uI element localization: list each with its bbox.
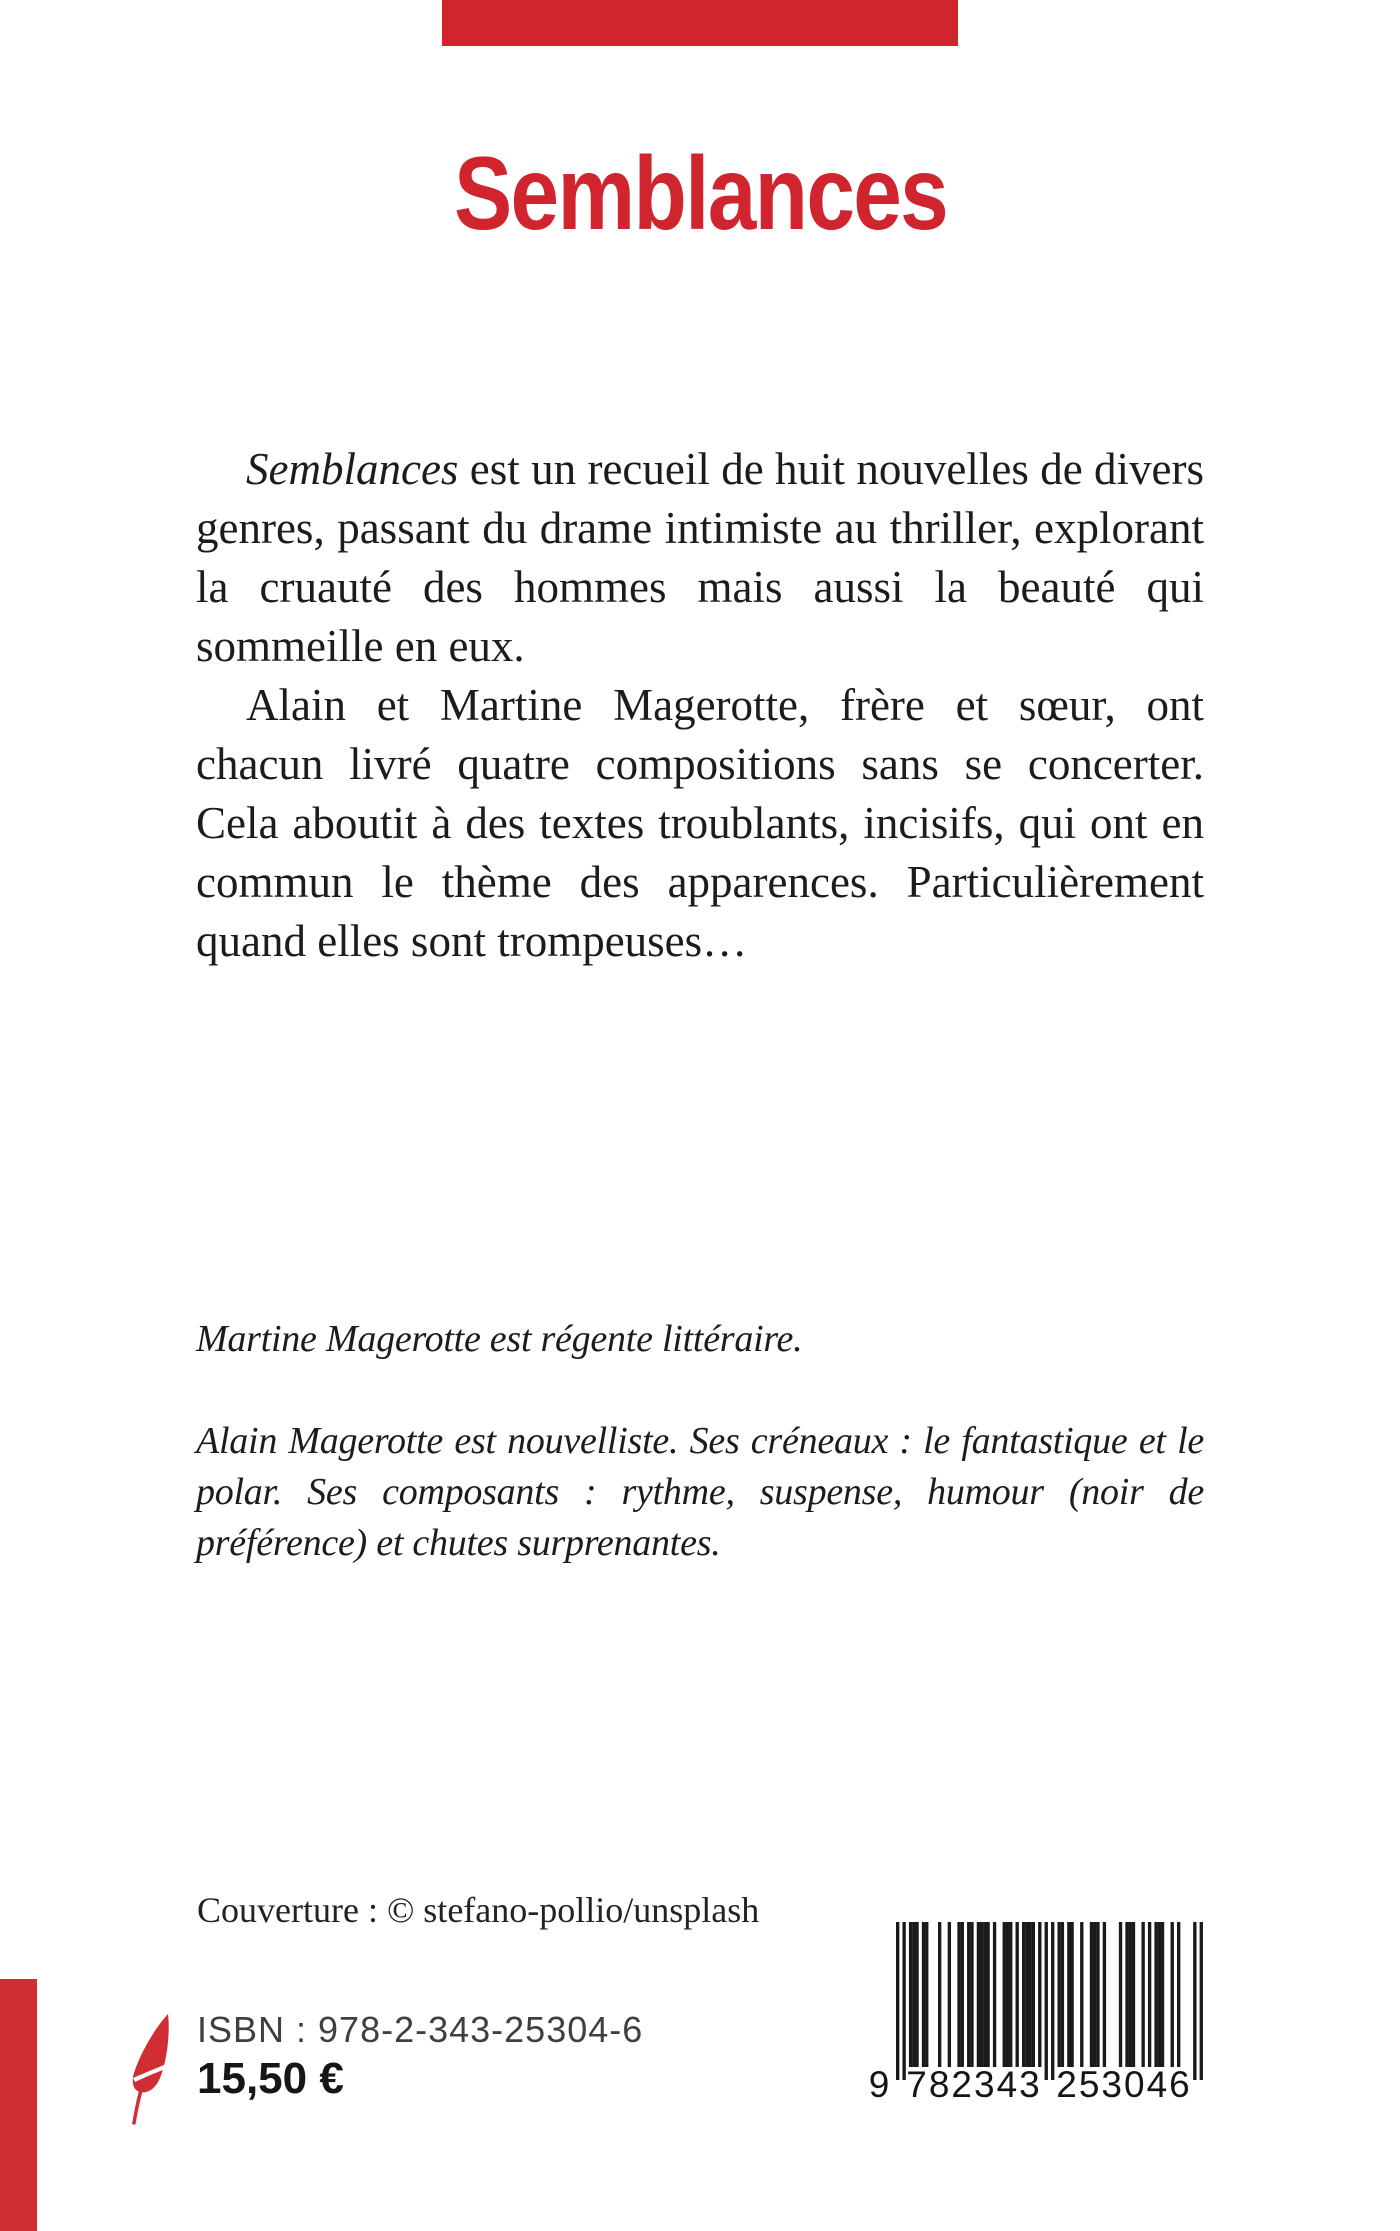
barcode-bars (866, 1922, 1206, 2102)
barcode-left-group: 782343 (906, 2064, 1042, 2102)
barcode-right-group: 253046 (1056, 2064, 1192, 2102)
barcode-left-digit: 9 (868, 2064, 892, 2102)
synopsis (196, 440, 1204, 971)
top-red-bar (442, 0, 958, 46)
feather-stem (134, 2090, 141, 2123)
cover-credit: Couverture : © stefano-pollio/unsplash (197, 1890, 760, 1930)
synopsis-paragraph-1-text: est un recueil de huit nouvelles de divers genres, passant du drame intimiste au thriller, explorant la cruauté des hommes mais aussi la beauté qui sommeille en eux. (196, 444, 1204, 671)
feather-quill-icon (126, 2010, 180, 2128)
spine-red-stripe (0, 1979, 37, 2231)
feather-vane (133, 2014, 169, 2092)
bio-martine: Martine Magerotte est régente littéraire. (196, 1318, 803, 1360)
page-title (0, 136, 1400, 270)
isbn-text: ISBN : 978-2-343-25304-6 (197, 2009, 644, 2050)
synopsis-title-mention: Semblances (246, 444, 459, 494)
book-title: Semblances (453, 136, 947, 252)
bio-alain: Alain Magerotte est nouvelliste. Ses créneaux : le fantastique et le polar. Ses composants : rythme, suspense, humour (noir de préférence) et chutes surprenantes. (196, 1420, 1204, 1564)
price-text: 15,50 € (197, 2054, 344, 2103)
ean13-barcode (866, 1922, 1206, 2102)
synopsis-paragraph-1 (196, 440, 1204, 676)
author-bios (196, 1314, 1204, 1569)
synopsis-paragraph-2: Alain et Martine Magerotte, frère et sœur, ont chacun livré quatre compositions sans se concerter. Cela aboutit à des textes troublants, incisifs, qui ont en commun le thème des apparences. Particulièrement quand elles sont trompeuses… (196, 680, 1204, 966)
